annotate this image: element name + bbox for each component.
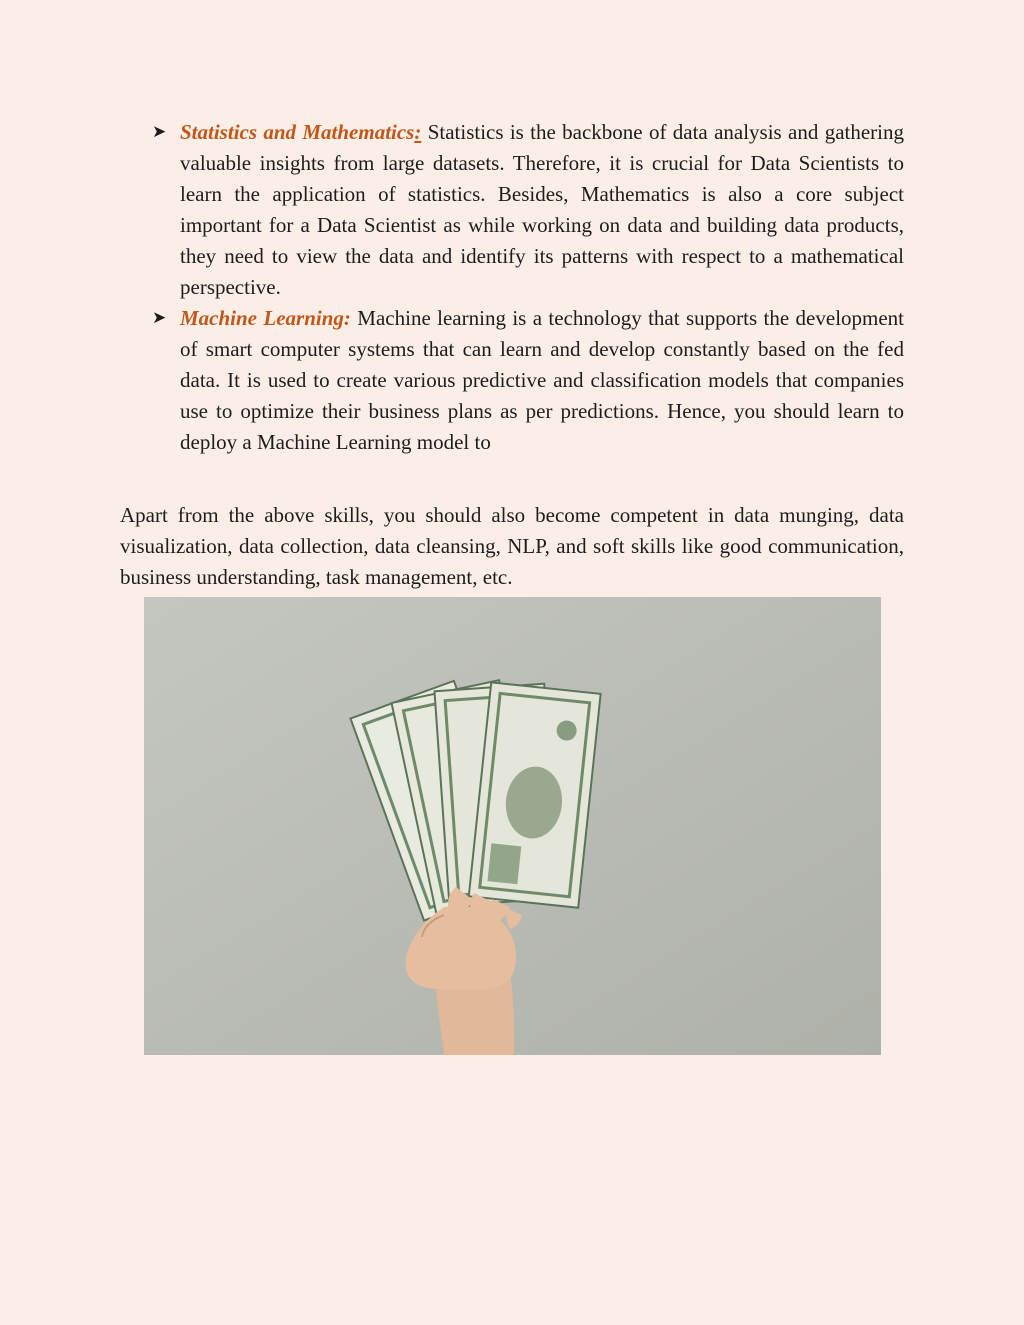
bullet-machine-learning <box>152 303 904 458</box>
bullet-statistics-body <box>180 117 904 303</box>
bullet-statistics <box>152 117 904 303</box>
bullet-machine-learning-body <box>180 303 904 458</box>
bullet-text-machine-learning: Machine learning is a technology that supports the development of smart computer systems that can learn and develop constantly based on the fed data. It is used to create various predictive and classification models that companies use to optimize their business plans as per predictions. Hence, you should learn to deploy a Machine Learning model to <box>180 306 905 454</box>
skills-summary-paragraph: Apart from the above skills, you should also become competent in data munging, data visualization, data collection, data cleansing, NLP, and soft skills like good communication, business understanding, task management, etc. <box>120 503 904 589</box>
bullet-term-statistics: Statistics and Mathematics <box>180 120 415 144</box>
bullet-term-machine-learning: Machine Learning: <box>180 306 351 330</box>
arrow-bullet-icon: ➤ <box>152 308 167 328</box>
money-photo-illustration <box>144 597 881 1055</box>
bullet-text-statistics: Statistics is the backbone of data analysis and gathering valuable insights from large datasets. Therefore, it is crucial for Data Scientists to learn the application of statistics. Besides, Mathematics is also a core subject important for a Data Scientist as while working on data and building data products, they need to view the data and identify its patterns with respect to a mathematical perspective. <box>180 120 905 299</box>
bullet-term-colon: : <box>414 120 422 144</box>
hand-holding-dollar-bills-photo <box>144 597 881 1055</box>
arrow-bullet-icon: ➤ <box>152 122 167 142</box>
skills-bullet-list <box>152 117 904 458</box>
